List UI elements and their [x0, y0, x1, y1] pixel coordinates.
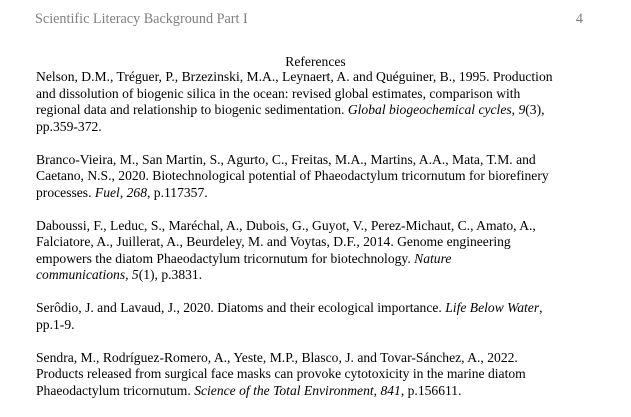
- journal-volume: 5: [131, 267, 139, 282]
- reference-entry-nelson: [36, 69, 596, 135]
- reference-entry-sendra: [36, 350, 596, 400]
- reference-line: Caetano, N.S., 2020. Biotechnological potential of Phaeodactylum tricornutum for biorefinery: [36, 168, 549, 183]
- reference-line: Branco-Vieira, M., San Martin, S., Agurto, C., Freitas, M.A., Martins, A.A., Mata, T.M. and: [36, 151, 536, 167]
- reference-text: Phaeodactylum tricornutum.: [36, 382, 195, 398]
- reference-line: [36, 102, 596, 119]
- reference-line: Sendra, M., Rodríguez-Romero, A., Yeste, M.P., Blasco, J. and Tovar-Sánchez, A., 2022.: [36, 349, 518, 365]
- reference-line: [36, 267, 596, 284]
- reference-text: ,: [373, 382, 381, 398]
- reference-text: ,: [511, 102, 519, 117]
- reference-text: (3),: [525, 102, 545, 117]
- reference-entry-daboussi: [36, 218, 596, 284]
- reference-entry-serodio: [36, 300, 596, 333]
- reference-text: ,: [119, 184, 127, 200]
- reference-line: and dissolution of biogenic silica in the ocean: revised global estimates, comparison with: [36, 85, 521, 101]
- journal-title: Science of the Total Environment: [194, 382, 374, 398]
- reference-text: , p.117357.: [147, 184, 208, 200]
- running-head: Scientific Literacy Background Part I: [35, 11, 248, 27]
- journal-title: Global biogeochemical cycles: [347, 102, 512, 117]
- references-heading: References: [285, 54, 346, 69]
- reference-line: [36, 185, 596, 202]
- journal-volume: 841: [380, 382, 401, 398]
- reference-text: (1), p.3831.: [138, 267, 203, 282]
- reference-text: Serôdio, J. and Lavaud, J., 2020. Diatoms and their ecological importance.: [36, 300, 446, 315]
- reference-text: processes.: [36, 184, 95, 200]
- reference-line: [36, 300, 596, 317]
- reference-line: Falciatore, A., Juillerat, A., Beurdeley, M. and Voytas, D.F., 2014. Genome engineering: [36, 234, 511, 249]
- reference-text: ,: [125, 267, 132, 282]
- reference-list: [36, 69, 596, 399]
- journal-title: Fuel: [94, 184, 120, 200]
- reference-text: ,: [539, 300, 543, 315]
- reference-line: Daboussi, F., Leduc, S., Maréchal, A., Dubois, G., Guyot, V., Perez-Michaut, C., Amato, A.,: [36, 217, 536, 233]
- reference-text: empowers the diatom Phaeodactylum tricornutum for biotechnology.: [36, 250, 415, 266]
- reference-line: pp.1-9.: [36, 316, 75, 332]
- reference-line: pp.359-372.: [36, 118, 102, 134]
- page-number: 4: [575, 11, 583, 27]
- reference-line: [36, 251, 596, 268]
- page-header: [35, 10, 583, 30]
- journal-title: communications: [36, 267, 126, 282]
- journal-volume: 268: [126, 184, 147, 200]
- reference-line: [36, 383, 596, 400]
- reference-line: Products released from surgical face masks can provoke cytotoxicity in the marine diatom: [36, 366, 526, 381]
- reference-entry-branco-vieira: [36, 152, 596, 202]
- journal-title: Nature: [414, 250, 452, 266]
- journal-title: Life Below Water: [445, 300, 540, 315]
- reference-text: regional data and relationship to biogenic sedimentation.: [36, 102, 348, 117]
- reference-line: Nelson, D.M., Tréguer, P., Brzezinski, M.A., Leynaert, A. and Quéguiner, B., 1995. Production: [36, 69, 553, 84]
- reference-text: , p.156611.: [400, 382, 462, 398]
- journal-volume: 9: [518, 102, 526, 117]
